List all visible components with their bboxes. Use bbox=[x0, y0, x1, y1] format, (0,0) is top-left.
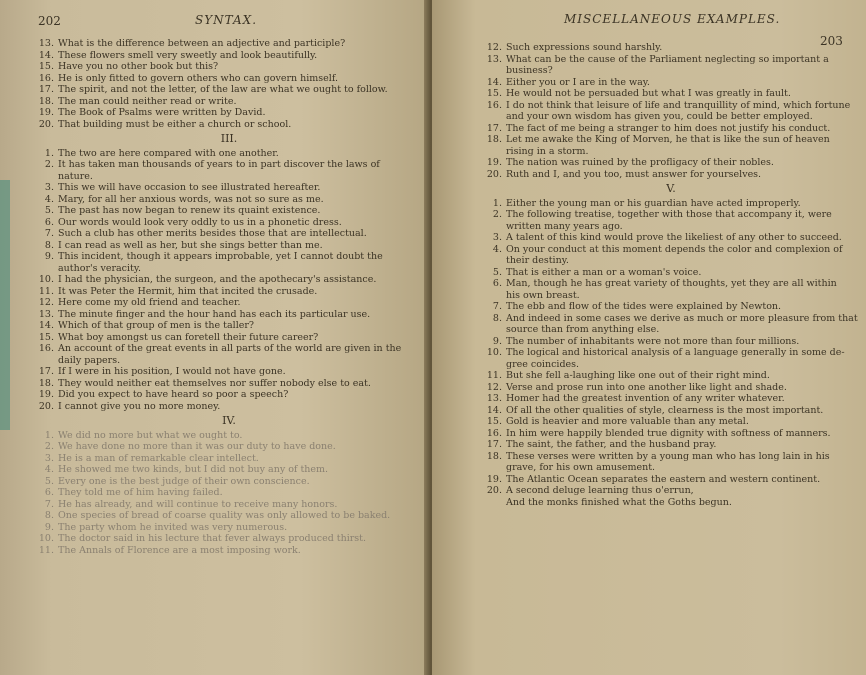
item-number: 11. bbox=[38, 544, 54, 556]
exercise-item bbox=[34, 297, 424, 309]
item-text: He is a man of remarkable clear intellect. bbox=[58, 452, 259, 464]
item-number: 9. bbox=[44, 251, 54, 262]
item-number: 19. bbox=[486, 157, 502, 168]
exercise-item bbox=[482, 370, 860, 382]
item-text: If I were in his position, I would not have gone. bbox=[58, 366, 286, 377]
item-text: This incident, though it appears improbable, yet I cannot doubt the bbox=[58, 251, 383, 262]
item-number: 7. bbox=[44, 498, 54, 510]
item-continuation: and your own wisdom has given you, could be better employed. bbox=[506, 111, 813, 122]
exercise-item bbox=[482, 382, 860, 394]
item-text: It has taken man thousands of years to in part discover the laws of bbox=[58, 159, 380, 170]
item-number: 13. bbox=[486, 53, 502, 65]
item-number: 18. bbox=[38, 95, 54, 107]
exercise-item bbox=[482, 169, 860, 181]
item-text: A talent of this kind would prove the likeliest of any other to succeed. bbox=[506, 232, 842, 243]
exercise-item bbox=[34, 343, 424, 355]
item-number: 9. bbox=[44, 521, 54, 533]
item-number: 1. bbox=[492, 197, 502, 209]
exercise-item bbox=[34, 217, 424, 229]
left-page bbox=[0, 0, 430, 675]
item-text: Homer had the greatest invention of any writer whatever. bbox=[506, 393, 785, 404]
exercise-item bbox=[34, 309, 424, 321]
item-number: 6. bbox=[492, 278, 502, 289]
item-text: He has already, and will continue to receive many honors. bbox=[58, 498, 338, 510]
item-text: Ruth and I, and you too, must answer for yourselves. bbox=[506, 168, 762, 180]
item-text: The man could neither read or write. bbox=[58, 95, 237, 107]
exercise-item bbox=[482, 232, 860, 244]
item-text: The minute finger and the hour hand has each its particular use. bbox=[58, 308, 371, 320]
item-number: 6. bbox=[44, 216, 54, 228]
item-text: We did no more but what we ought to. bbox=[58, 429, 243, 441]
item-text: On your conduct at this moment depends the color and complexion of bbox=[506, 243, 843, 255]
left-text-block bbox=[34, 38, 424, 556]
item-number: 15. bbox=[486, 88, 502, 99]
item-text: Let me awake the King of Morven, he that is like the sun of heaven bbox=[506, 134, 830, 145]
page-number: 202 bbox=[38, 14, 61, 28]
item-number: 4. bbox=[44, 464, 54, 475]
exercise-item bbox=[482, 474, 860, 486]
exercise-item bbox=[34, 61, 424, 73]
item-continuation: grave, for his own amusement. bbox=[506, 462, 656, 473]
item-text: The logical and historical analysis of a language generally in some de- bbox=[506, 347, 845, 358]
item-number: 16. bbox=[38, 343, 54, 354]
item-number: 16. bbox=[38, 72, 54, 84]
item-number: 20. bbox=[38, 400, 54, 412]
item-text: The ebb and flow of the tides were explained by Newton. bbox=[506, 301, 782, 312]
exercise-item bbox=[482, 198, 860, 210]
item-text: The party whom he invited was very numerous. bbox=[58, 521, 288, 533]
exercise-item bbox=[482, 485, 860, 497]
exercise-item bbox=[482, 244, 860, 256]
exercise-item bbox=[34, 182, 424, 194]
item-number: 2. bbox=[44, 441, 54, 452]
item-text: The nation was ruined by the profligacy of their nobles. bbox=[506, 157, 774, 168]
item-text: These flowers smell very sweetly and look beautifully. bbox=[58, 49, 318, 61]
item-text: Such expressions sound harshly. bbox=[506, 42, 663, 53]
item-text: The two are here compared with one another. bbox=[58, 147, 279, 159]
exercise-item bbox=[482, 88, 860, 100]
running-head: MISCELLANEOUS EXAMPLES. bbox=[564, 12, 781, 26]
exercise-item bbox=[482, 451, 860, 463]
item-number: 5. bbox=[44, 205, 54, 216]
exercise-item bbox=[34, 487, 424, 499]
item-number: 8. bbox=[492, 312, 502, 324]
exercise-item bbox=[482, 54, 860, 66]
exercise-item bbox=[34, 148, 424, 160]
item-number: 11. bbox=[38, 285, 54, 297]
item-continuation: gree coincides. bbox=[506, 358, 580, 370]
item-text: Here come my old friend and teacher. bbox=[58, 297, 241, 308]
item-text: Mary, for all her anxious words, was not so sure as me. bbox=[58, 193, 324, 205]
item-number: 9. bbox=[492, 335, 502, 347]
item-text: One species of bread of coarse quality was only allowed to be baked. bbox=[58, 510, 391, 521]
exercise-item bbox=[482, 77, 860, 89]
item-text: Either you or I are in the way. bbox=[506, 76, 650, 88]
exercise-item bbox=[34, 378, 424, 390]
item-text: The spirit, and not the letter, of the law are what we ought to follow. bbox=[58, 84, 388, 95]
item-text: The number of inhabitants were not more than four millions. bbox=[506, 335, 800, 347]
exercise-item bbox=[34, 119, 424, 131]
item-text: The saint, the father, and the husband pray. bbox=[506, 439, 717, 450]
exercise-item bbox=[34, 510, 424, 522]
item-number: 20. bbox=[486, 168, 502, 180]
item-text: The Atlantic Ocean separates the eastern and western continent. bbox=[506, 473, 821, 485]
item-text: Man, though he has great variety of thoughts, yet they are all within bbox=[506, 278, 837, 289]
item-continuation: rising in a storm. bbox=[506, 145, 589, 157]
exercise-item bbox=[482, 267, 860, 279]
item-continuation: written many years ago. bbox=[506, 220, 623, 232]
exercise-item bbox=[482, 209, 860, 221]
exercise-item bbox=[34, 332, 424, 344]
exercise-item bbox=[34, 499, 424, 511]
item-number: 15. bbox=[38, 331, 54, 343]
running-head: SYNTAX. bbox=[195, 13, 258, 27]
item-text: What boy amongst us can foretell their future career? bbox=[58, 331, 319, 343]
exercise-item bbox=[482, 336, 860, 348]
item-number: 18. bbox=[486, 450, 502, 462]
item-text: That building must be either a church or school. bbox=[58, 118, 292, 130]
exercise-item bbox=[34, 320, 424, 332]
item-text: Have you no other book but this? bbox=[58, 61, 219, 72]
exercise-item bbox=[34, 84, 424, 96]
item-number: 11. bbox=[486, 370, 502, 381]
item-number: 17. bbox=[38, 366, 54, 377]
exercise-item bbox=[34, 274, 424, 286]
item-text: I cannot give you no more money. bbox=[58, 400, 221, 412]
item-number: 13. bbox=[38, 38, 54, 49]
item-number: 14. bbox=[38, 320, 54, 331]
item-number: 18. bbox=[486, 134, 502, 145]
exercise-item bbox=[482, 100, 860, 112]
item-text: This we will have occasion to see illustrated hereafter. bbox=[58, 182, 321, 193]
exercise-item bbox=[482, 157, 860, 169]
exercise-item bbox=[482, 347, 860, 359]
right-page bbox=[432, 0, 866, 675]
exercise-item bbox=[34, 545, 424, 557]
item-continuation: source than from anything else. bbox=[506, 324, 660, 335]
exercise-item bbox=[482, 134, 860, 146]
exercise-item bbox=[34, 50, 424, 62]
item-text: The doctor said in his lecture that fever always produced thirst. bbox=[58, 533, 367, 544]
item-number: 12. bbox=[486, 381, 502, 393]
item-number: 19. bbox=[38, 389, 54, 400]
item-number: 1. bbox=[44, 147, 54, 159]
exercise-item bbox=[482, 123, 860, 135]
item-text: The Annals of Florence are a most imposing work. bbox=[58, 544, 301, 556]
item-number: 19. bbox=[486, 473, 502, 485]
item-number: 12. bbox=[486, 42, 502, 53]
item-number: 10. bbox=[38, 533, 54, 544]
item-number: 6. bbox=[44, 487, 54, 498]
item-number: 13. bbox=[486, 393, 502, 404]
item-text: Our words would look very oddly to us in a phonetic dress. bbox=[58, 216, 342, 228]
right-text-block bbox=[482, 42, 860, 508]
exercise-item bbox=[34, 205, 424, 217]
item-text: Which of that group of men is the taller? bbox=[58, 320, 254, 331]
item-number: 19. bbox=[38, 107, 54, 118]
exercise-item bbox=[34, 73, 424, 85]
item-number: 7. bbox=[492, 301, 502, 312]
item-number: 17. bbox=[486, 439, 502, 450]
item-text: An account of the great events in all parts of the world are given in the bbox=[58, 343, 402, 354]
item-text: The past has now began to renew its quaint existence. bbox=[58, 205, 321, 216]
item-text: Either the young man or his guardian have acted improperly. bbox=[506, 197, 801, 209]
item-continuation: nature. bbox=[58, 170, 93, 182]
item-number: 20. bbox=[38, 118, 54, 130]
exercise-item bbox=[34, 240, 424, 252]
item-number: 5. bbox=[492, 266, 502, 278]
item-continuation: his own breast. bbox=[506, 289, 580, 301]
exercise-item bbox=[482, 416, 860, 428]
item-number: 16. bbox=[486, 99, 502, 111]
exercise-item bbox=[34, 533, 424, 545]
exercise-item bbox=[482, 439, 860, 451]
exercise-item bbox=[34, 476, 424, 488]
item-number: 4. bbox=[44, 193, 54, 205]
item-text: Every one is the best judge of their own conscience. bbox=[58, 475, 310, 487]
item-continuation: And the monks finished what the Goths begun. bbox=[506, 496, 732, 508]
exercise-item bbox=[34, 366, 424, 378]
exercise-item bbox=[482, 278, 860, 290]
item-text: Gold is heavier and more valuable than any metal. bbox=[506, 416, 749, 427]
item-text: He is only fitted to govern others who can govern himself. bbox=[58, 72, 339, 84]
item-text: He would not be persuaded but what I was greatly in fault. bbox=[506, 88, 791, 99]
section-title: III. bbox=[220, 132, 238, 145]
item-text: It was Peter the Hermit, him that incited the crusade. bbox=[58, 285, 318, 297]
item-text: They would neither eat themselves nor suffer nobody else to eat. bbox=[58, 377, 371, 389]
section-title: V. bbox=[666, 182, 676, 195]
item-text: We have done no more than it was our duty to have done. bbox=[58, 441, 336, 452]
item-number: 3. bbox=[44, 182, 54, 193]
item-text: He showed me two kinds, but I did not buy any of them. bbox=[58, 464, 329, 475]
exercise-item bbox=[34, 430, 424, 442]
item-text: A second deluge learning thus o'errun, bbox=[506, 485, 694, 496]
item-continuation: their destiny. bbox=[506, 255, 569, 266]
exercise-item bbox=[34, 441, 424, 453]
item-text: What can be the cause of the Parliament neglecting so important a bbox=[506, 53, 829, 65]
item-text: I do not think that leisure of life and tranquillity of mind, which fortune bbox=[506, 99, 851, 111]
exercise-item bbox=[34, 389, 424, 401]
item-number: 17. bbox=[38, 84, 54, 95]
item-text: They told me of him having failed. bbox=[58, 487, 223, 498]
exercise-item bbox=[482, 301, 860, 313]
item-text: The following treatise, together with those that accompany it, were bbox=[506, 209, 832, 220]
item-text: Verse and prose run into one another like light and shade. bbox=[506, 381, 787, 393]
item-number: 8. bbox=[44, 239, 54, 251]
exercise-item bbox=[34, 96, 424, 108]
item-number: 5. bbox=[44, 475, 54, 487]
exercise-item bbox=[34, 464, 424, 476]
item-number: 14. bbox=[486, 404, 502, 416]
page-edge-tint bbox=[0, 180, 10, 430]
item-continuation: author's veracity. bbox=[58, 262, 141, 274]
exercise-item bbox=[34, 453, 424, 465]
item-number: 17. bbox=[486, 122, 502, 134]
item-number: 14. bbox=[486, 76, 502, 88]
exercise-item bbox=[34, 159, 424, 171]
exercise-item bbox=[34, 228, 424, 240]
item-text: That is either a man or a woman's voice. bbox=[506, 266, 702, 278]
item-number: 16. bbox=[486, 427, 502, 439]
exercise-item bbox=[482, 393, 860, 405]
page-number: 203 bbox=[820, 34, 843, 48]
exercise-item bbox=[482, 405, 860, 417]
item-text: Such a club has other merits besides those that are intellectual. bbox=[58, 228, 367, 239]
item-text: And indeed in some cases we derive as much or more pleasure from that bbox=[506, 312, 858, 324]
item-number: 14. bbox=[38, 49, 54, 61]
exercise-item bbox=[34, 286, 424, 298]
item-number: 2. bbox=[44, 159, 54, 170]
item-number: 13. bbox=[38, 308, 54, 320]
item-text: But she fell a-laughing like one out of their right mind. bbox=[506, 370, 770, 381]
item-text: These verses were written by a young man who has long lain in his bbox=[506, 450, 830, 462]
exercise-item bbox=[34, 38, 424, 50]
item-number: 3. bbox=[492, 232, 502, 243]
item-text: The fact of me being a stranger to him does not justify his conduct. bbox=[506, 122, 831, 134]
exercise-item bbox=[34, 401, 424, 413]
item-text: I can read as well as her, but she sings better than me. bbox=[58, 239, 323, 251]
item-text: In him were happily blended true dignity with softness of manners. bbox=[506, 427, 831, 439]
item-number: 7. bbox=[44, 228, 54, 239]
exercise-item bbox=[34, 251, 424, 263]
exercise-item bbox=[482, 428, 860, 440]
exercise-item bbox=[34, 522, 424, 534]
item-number: 4. bbox=[492, 243, 502, 255]
item-number: 18. bbox=[38, 377, 54, 389]
item-number: 15. bbox=[38, 61, 54, 72]
section-title: IV. bbox=[222, 414, 236, 427]
item-text: I had the physician, the surgeon, and the apothecary's assistance. bbox=[58, 274, 377, 285]
item-text: The Book of Psalms were written by David. bbox=[58, 107, 266, 118]
item-number: 3. bbox=[44, 452, 54, 464]
item-number: 8. bbox=[44, 510, 54, 521]
item-text: Did you expect to have heard so poor a speech? bbox=[58, 389, 289, 400]
exercise-item bbox=[34, 107, 424, 119]
item-number: 12. bbox=[38, 297, 54, 308]
item-number: 20. bbox=[486, 485, 502, 496]
item-number: 2. bbox=[492, 209, 502, 220]
item-text: What is the difference between an adjective and participle? bbox=[58, 38, 346, 49]
item-number: 1. bbox=[44, 429, 54, 441]
item-continuation: business? bbox=[506, 65, 553, 76]
item-text: Of all the other qualities of style, clearness is the most important. bbox=[506, 404, 824, 416]
item-number: 15. bbox=[486, 416, 502, 427]
exercise-item bbox=[34, 194, 424, 206]
exercise-item bbox=[482, 313, 860, 325]
item-number: 10. bbox=[486, 347, 502, 358]
item-continuation: daily papers. bbox=[58, 354, 121, 366]
item-number: 10. bbox=[38, 274, 54, 285]
exercise-item bbox=[482, 42, 860, 54]
